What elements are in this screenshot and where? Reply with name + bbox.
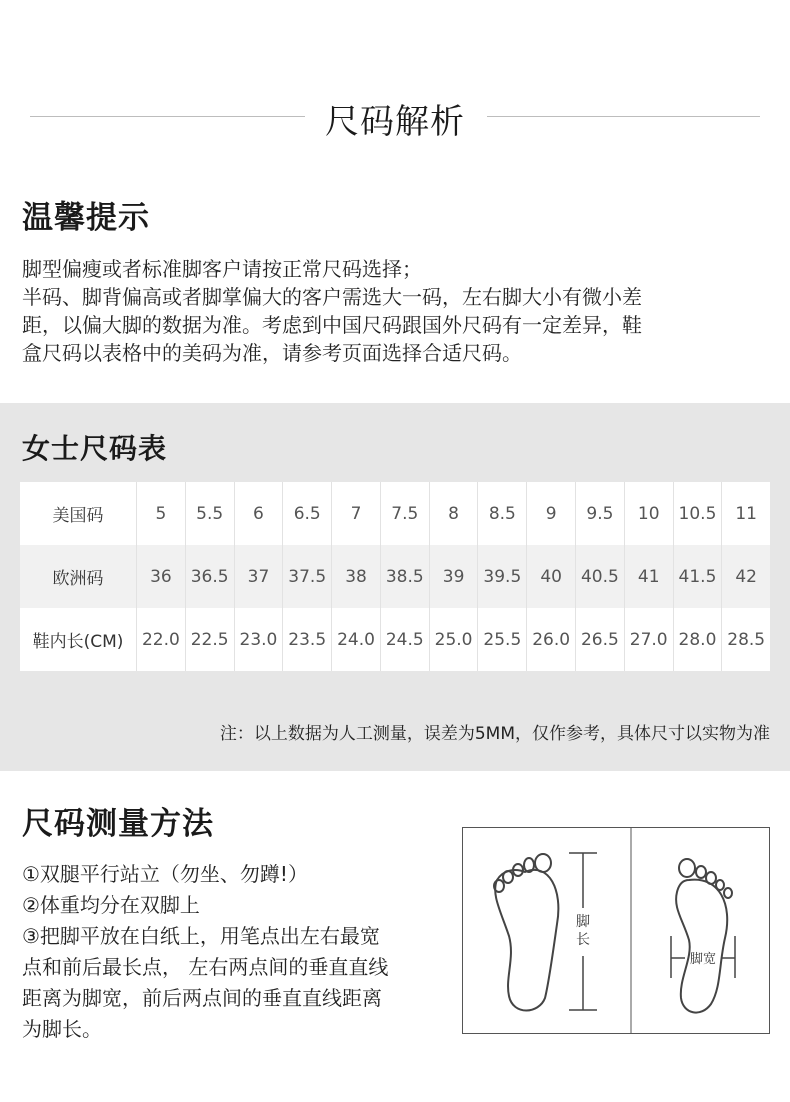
toe-icon [696,866,706,878]
size-cell: 23.0 [235,608,284,671]
measure-step: ①双腿平行站立（勿坐、勿蹲!） [22,862,308,886]
measure-step: 距离为脚宽，前后两点间的垂直直线距离 [22,986,382,1010]
foot-width-illustration [676,859,732,1013]
measure-step: ③把脚平放在白纸上，用笔点出左右最宽 [22,924,380,948]
size-cell: 26.0 [527,608,576,671]
size-cell: 5 [137,482,186,545]
size-cell: 28.5 [727,629,766,650]
size-cell: 41 [625,545,674,608]
size-row-label: 鞋内长(CM) [20,608,137,671]
toe-icon [535,854,551,872]
size-row-label: 美国码 [20,482,137,545]
size-cell: 9 [527,482,576,545]
size-cell: 38 [332,545,381,608]
size-cell: 25.0 [430,608,479,671]
size-cell: 25.5 [478,608,527,671]
size-cell: 40 [527,545,576,608]
size-cell: 10.5 [674,482,723,545]
size-cell: 11 [735,503,757,524]
size-table-row [20,482,770,545]
size-cell: 6.5 [283,482,332,545]
page-title: 尺码解析 [325,102,465,142]
foot-measure-diagram [462,827,770,1034]
measure-step: 点和前后最长点， 左右两点间的垂直直线 [22,955,389,979]
size-cell: 7.5 [381,482,430,545]
size-cell: 37.5 [283,545,332,608]
header-divider-right [487,116,760,117]
size-cell: 39.5 [478,545,527,608]
size-cell: 27.0 [625,608,674,671]
size-cell: 8.5 [478,482,527,545]
foot-outline-icon [676,880,727,1013]
size-cell: 6 [235,482,284,545]
length-label-1: 脚 [576,914,590,930]
size-cell: 22.5 [186,608,235,671]
size-cell: 24.0 [332,608,381,671]
size-cell: 10 [625,482,674,545]
size-cell: 28.0 [674,608,723,671]
section-header [0,88,790,148]
tips-line: 半码、脚背偏高或者脚掌偏大的客户需选大一码，左右脚大小有微小差 [22,285,642,309]
size-table-title: 女士尺码表 [22,432,168,465]
toe-icon [679,859,695,877]
tips-section [22,192,772,367]
tips-line: 脚型偏瘦或者标准脚客户请按正常尺码选择； [22,257,422,281]
size-cell: 41.5 [674,545,723,608]
measure-title: 尺码测量方法 [22,806,214,842]
toe-icon [503,871,513,883]
size-cell: 26.5 [576,608,625,671]
foot-outline-icon [495,870,558,1011]
size-cell: 24.5 [381,608,430,671]
size-cell: 8 [430,482,479,545]
size-cell: 37 [235,545,284,608]
size-row-label: 欧洲码 [20,545,137,608]
measure-step: ②体重均分在双脚上 [22,893,200,917]
width-label: 脚宽 [689,952,717,967]
size-cell: 9.5 [576,482,625,545]
size-cell: 22.0 [137,608,186,671]
length-label-2: 长 [576,932,590,948]
size-table-row [20,608,770,671]
toe-icon [706,872,716,884]
size-cell: 7 [332,482,381,545]
tips-line: 距，以偏大脚的数据为准。考虑到中国尺码跟国外尺码有一定差异，鞋 [22,313,642,337]
measure-steps [22,859,452,1045]
toe-icon [724,888,732,898]
tips-title: 温馨提示 [22,200,150,236]
size-cell: 40.5 [576,545,625,608]
size-table-row [20,545,770,608]
foot-diagram-svg [463,828,769,1033]
measure-step: 为脚长。 [22,1017,102,1041]
toe-icon [716,880,724,890]
foot-length-illustration [494,854,558,1011]
size-table-section [0,403,790,771]
size-cell: 23.5 [283,608,332,671]
tips-text [22,255,772,367]
size-table-note: 注：以上数据为人工测量，误差为5MM，仅作参考，具体尺寸以实物为准 [219,724,770,744]
size-cell: 38.5 [381,545,430,608]
size-cell: 36 [137,545,186,608]
tips-line: 盒尺码以表格中的美码为准，请参考页面选择合适尺码。 [22,341,522,365]
size-cell: 36.5 [186,545,235,608]
size-table [20,482,770,671]
size-cell: 39 [430,545,479,608]
size-cell: 42 [722,545,770,608]
size-cell: 5.5 [186,482,235,545]
measure-section [22,798,452,1045]
